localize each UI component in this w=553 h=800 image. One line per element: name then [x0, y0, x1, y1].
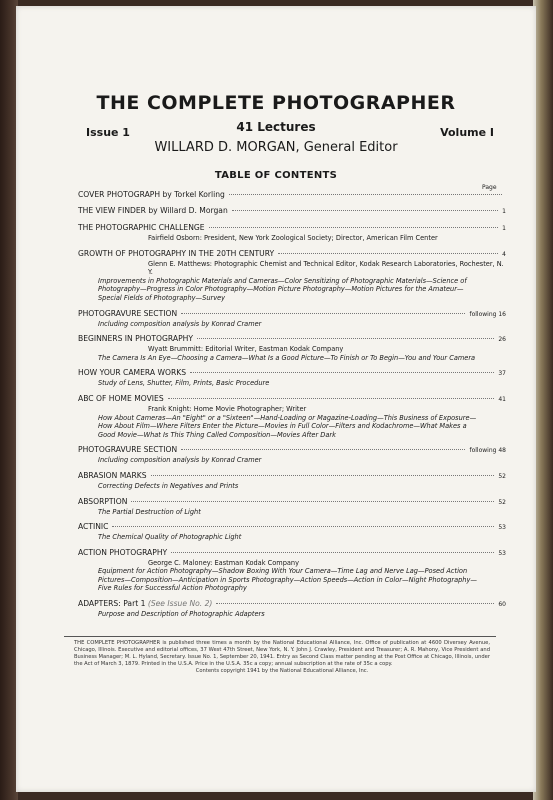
toc-entry: [78, 334, 506, 362]
publication-notice: [74, 640, 490, 675]
toc-entry-description: Purpose and Description of Photographic Adapters: [98, 610, 265, 619]
toc-entry: [78, 599, 506, 619]
toc-entry-line: [78, 223, 506, 234]
leader-dots: [232, 210, 498, 211]
book-binding-right: [533, 0, 553, 800]
toc-entry-description: Including composition analysis by Konrad Cramer: [98, 456, 262, 465]
toc-entry-title: [78, 599, 212, 609]
toc-entry-description: Including composition analysis by Konrad Cramer: [98, 319, 262, 328]
toc-entry-line: [78, 334, 506, 345]
leader-dots: [216, 603, 494, 604]
toc-entry-title-text: BEGINNERS IN PHOTOGRAPHY: [78, 334, 193, 344]
toc-entry-page: 41: [498, 395, 506, 403]
toc-entry-note: (See Issue No. 2): [145, 599, 213, 609]
lecture-count: 41 Lectures: [236, 120, 316, 134]
toc-entry-line: [78, 445, 506, 456]
magazine-title: THE COMPLETE PHOTOGRAPHER: [96, 92, 456, 114]
toc-entry-page: 26: [498, 336, 506, 344]
toc-entry: [78, 206, 506, 217]
leader-dots: [151, 475, 495, 476]
toc-entry-page: 52: [498, 498, 506, 506]
magazine-page: [16, 6, 536, 792]
toc-entry-line: [78, 368, 506, 379]
leader-dots: [168, 398, 495, 399]
toc-entry-page: 4: [502, 250, 506, 258]
toc-entry-page: 37: [498, 370, 506, 378]
toc-entry-title-text: GROWTH OF PHOTOGRAPHY IN THE 20TH CENTURY: [78, 248, 275, 258]
toc-entry: [78, 497, 506, 517]
toc-list: [78, 190, 506, 625]
toc-entry-line: [78, 249, 506, 260]
toc-entry-line: [78, 206, 506, 217]
toc-entry-title-text: ABC OF HOME MOVIES: [78, 393, 164, 403]
toc-entry-page: following 48: [469, 447, 506, 455]
toc-entry-line: [78, 471, 506, 482]
toc-entry-line: [78, 599, 506, 610]
toc-entry-line: [78, 190, 506, 200]
leader-dots: [197, 338, 494, 339]
toc-entry-description: Correcting Defects in Negatives and Prints: [98, 481, 239, 490]
toc-entry-page: 60: [498, 601, 506, 609]
toc-entry-contributor: George C. Maloney: Eastman Kodak Company: [148, 558, 300, 567]
toc-entry-description: Improvements in Photographic Materials and Cameras—Color Sensitizing of Photographic Materials—Science of Photography—Progress in Color Photography—Motion Picture Photography—Motion Pictures for the Amateur—Special Fields of Photography—Survey: [98, 276, 467, 302]
toc-entry-page: following 16: [469, 310, 506, 318]
toc-entry-title-text: COVER PHOTOGRAPH: [78, 190, 161, 199]
toc-entry-author: by Willard D. Morgan: [145, 206, 228, 215]
leader-dots: [171, 552, 494, 553]
toc-entry: [78, 548, 506, 593]
toc-heading: TABLE OF CONTENTS: [214, 170, 338, 181]
toc-entry-title: [78, 223, 205, 233]
toc-entry-title: [78, 249, 274, 259]
toc-entry-title-text: PHOTOGRAVURE SECTION: [78, 308, 178, 318]
toc-entry: [78, 249, 506, 303]
toc-entry-contributor: Fairfield Osborn: President, New York Zoological Society; Director, American Film Center: [148, 234, 438, 242]
toc-entry-contributor: Glenn E. Matthews: Photographic Chemist and Technical Editor, Kodak Research Laboratories, Rochester, N. Y.: [148, 259, 504, 277]
toc-entry-title: [78, 394, 164, 404]
footer-divider: [64, 636, 496, 637]
toc-entry-title-text: ACTION PHOTOGRAPHY: [78, 547, 168, 557]
publication-text: THE COMPLETE PHOTOGRAPHER is published three times a month by the National Educational Alliance, Inc. Office of publication at 4600 Diversey Avenue, Chicago, Illinois. Executive and editorial offices, 37 West 47th Street, New York, N. Y. John J. Crawley, President and Treasurer; A. R. Mahony, Vice President and Business Manager; M. L. Hyland, Secretary. Issue No. 1, September 20, 1941. Entry as Second Class matter pending at the Post Office at Chicago, Illinois, under the Act of March 3, 1879. Printed in the U.S.A. Price in the U.S.A. 35c a copy; annual subscription at the rate of 35c a copy.: [74, 640, 490, 667]
toc-entry-title: [78, 206, 228, 216]
toc-entry: [78, 190, 506, 200]
general-editor: WILLARD D. MORGAN, General Editor: [154, 140, 398, 155]
copyright-line: Contents copyright 1941 by the National Educational Alliance, Inc.: [195, 668, 369, 674]
toc-entry-title: [78, 522, 108, 532]
toc-entry-line: [78, 522, 506, 533]
toc-entry-description: Study of Lens, Shutter, Film, Prints, Basic Procedure: [98, 379, 270, 388]
toc-entry: [78, 394, 506, 439]
toc-entry-title-text: THE PHOTOGRAPHIC CHALLENGE: [78, 223, 205, 232]
toc-entry-page: 1: [502, 225, 506, 232]
toc-entry-contributor: Wyatt Brummitt: Editorial Writer, Eastman Kodak Company: [148, 345, 344, 354]
leader-dots: [181, 313, 465, 314]
issue-number: Issue 1: [86, 126, 130, 139]
toc-entry-title-text: THE VIEW FINDER: [78, 206, 146, 215]
leader-dots: [190, 372, 494, 373]
leader-dots: [209, 227, 499, 228]
toc-entry: [78, 471, 506, 491]
toc-entry-title-text: ACTINIC: [78, 522, 109, 532]
toc-entry-title: [78, 497, 127, 507]
toc-entry-title: [78, 445, 177, 455]
toc-entry-title: [78, 548, 167, 558]
toc-entry-title: [78, 190, 225, 200]
leader-dots: [112, 526, 494, 527]
toc-entry: [78, 445, 506, 465]
toc-entry-description: The Camera Is An Eye—Choosing a Camera—What Is a Good Picture—To Finish or To Begin—You and Your Camera: [98, 353, 476, 362]
toc-entry-page: 1: [502, 208, 506, 215]
toc-entry: [78, 522, 506, 542]
toc-entry-title: [78, 471, 147, 481]
toc-entry-contributor: Frank Knight: Home Movie Photographer; Writer: [148, 404, 307, 413]
toc-entry-title-text: PHOTOGRAVURE SECTION: [78, 445, 178, 455]
toc-entry-page: 53: [498, 524, 506, 532]
toc-entry-title-text: HOW YOUR CAMERA WORKS: [78, 368, 187, 378]
page-column-label: Page: [482, 184, 497, 191]
toc-entry-title-text: ADAPTERS: Part 1: [78, 599, 146, 609]
volume-number: Volume I: [440, 126, 494, 139]
toc-entry-line: [78, 497, 506, 508]
toc-entry-page: 52: [498, 472, 506, 480]
leader-dots: [181, 449, 465, 450]
toc-entry-description: The Chemical Quality of Photographic Light: [98, 533, 242, 542]
toc-entry-title-text: ABSORPTION: [78, 496, 128, 506]
toc-entry-title-text: ABRASION MARKS: [78, 470, 147, 480]
leader-dots: [229, 194, 502, 195]
toc-entry-title: [78, 334, 193, 344]
toc-entry-description: How About Cameras—An "Eight" or a "Sixteen"—Hand-Loading or Magazine-Loading—This Business of Exposure—How About Film—Where Filters Enter the Picture—Movies in Full Color—Filters and Kodachrome—What Makes a Good Movie—What Is This Thing Called Composition—Movies After Dark: [98, 413, 477, 439]
toc-entry-line: [78, 394, 506, 405]
toc-entry: [78, 368, 506, 388]
toc-entry-line: [78, 309, 506, 320]
toc-entry-description: Equipment for Action Photography—Shadow Boxing With Your Camera—Time Lag and Nerve Lag—Posed Action Pictures—Composition—Anticipation in Sports Photography—Action Speeds—Action in Color—Night Photography—Five Rules for Successful Action Photography: [98, 567, 477, 593]
toc-entry-description: The Partial Destruction of Light: [98, 507, 201, 516]
toc-entry-title: [78, 368, 186, 378]
toc-entry: [78, 223, 506, 243]
toc-entry-author: by Torkel Korling: [160, 190, 225, 199]
toc-entry-page: 53: [498, 549, 506, 557]
toc-entry-line: [78, 548, 506, 559]
toc-entry-title: [78, 309, 177, 319]
leader-dots: [131, 501, 494, 502]
toc-entry: [78, 309, 506, 329]
leader-dots: [278, 253, 498, 254]
